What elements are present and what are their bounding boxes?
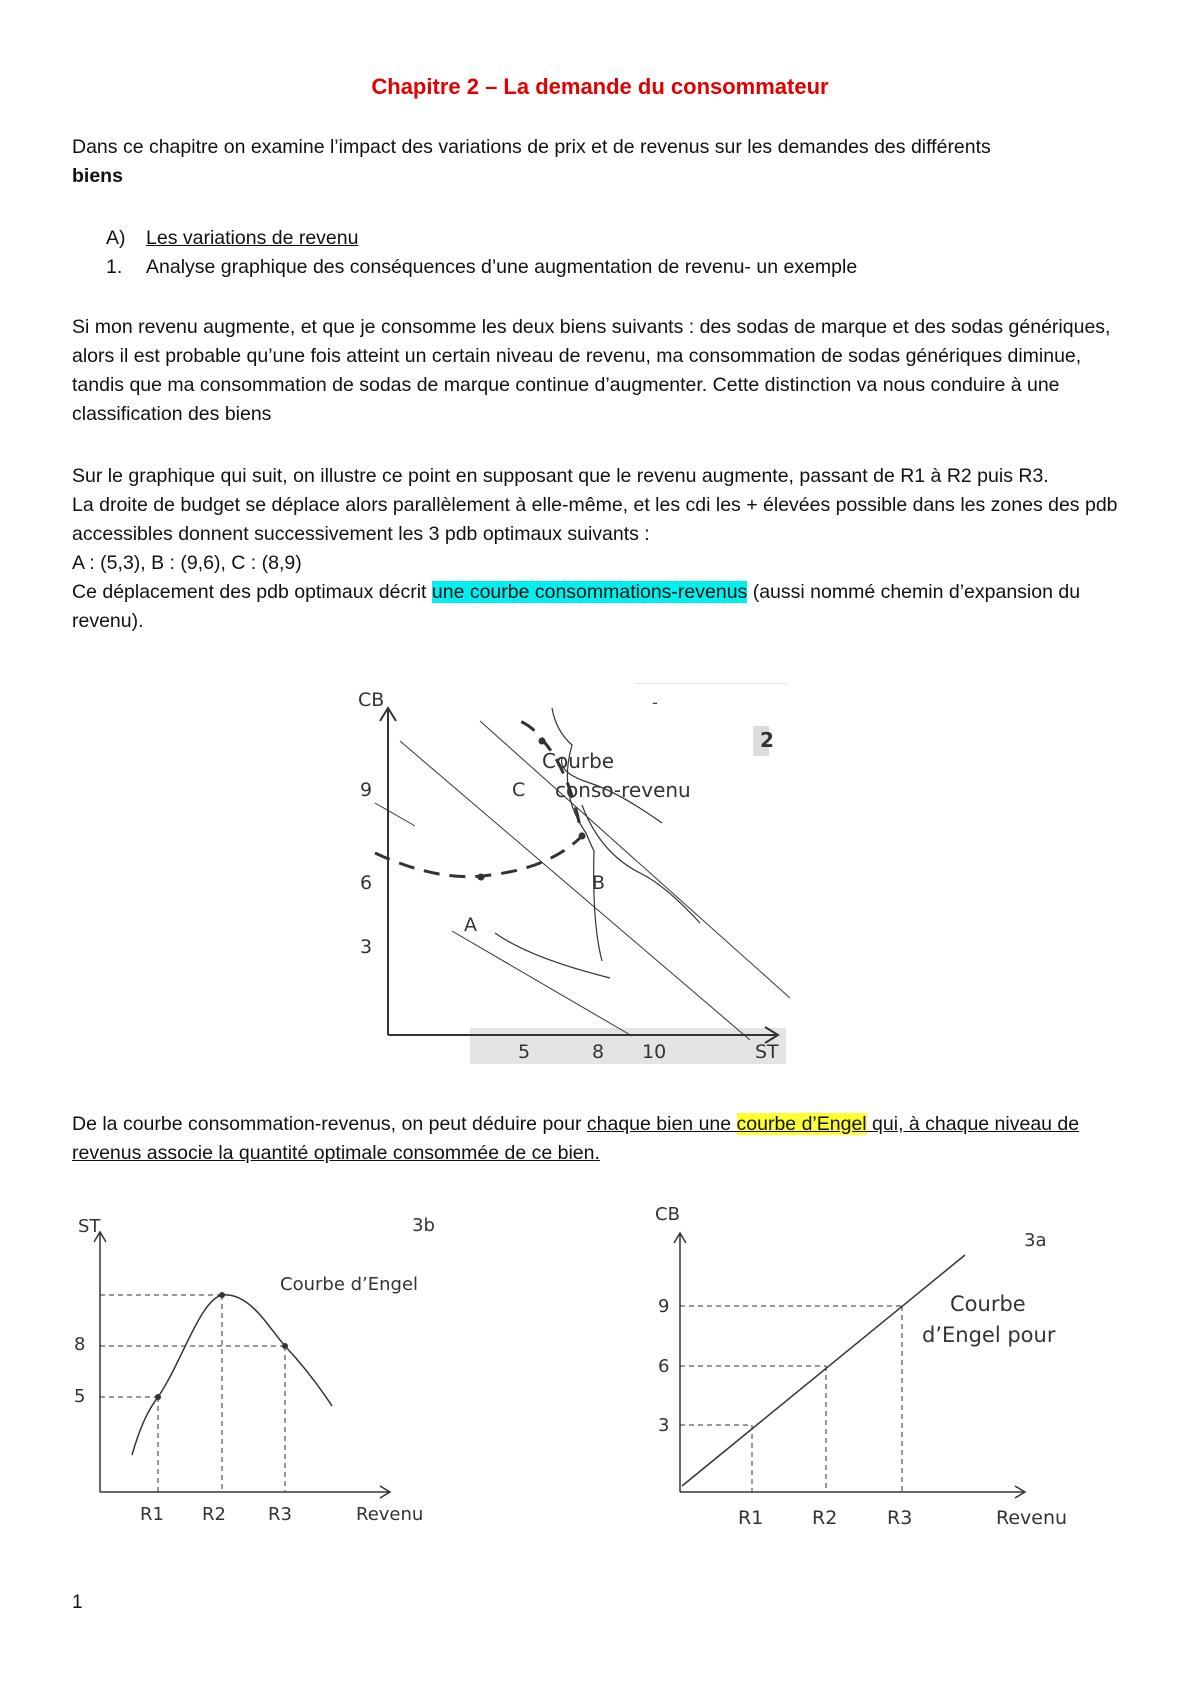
x-axis-label: Revenu [996, 1507, 1068, 1529]
para2-line1: Sur le graphique qui suit, on illustre ce point en supposant que le revenu augmente, passant de R1 à R2 puis R3. [72, 465, 1049, 487]
budget-line-r1 [452, 931, 632, 1036]
ytick-9: 9 [360, 779, 373, 801]
highlight-consumption-curve: une courbe consommations-revenus [431, 581, 748, 603]
point-label-c: C [512, 779, 526, 801]
xtick-r1: R1 [140, 1504, 164, 1525]
figure-income-consumption [340, 683, 790, 1068]
point-c [539, 738, 546, 745]
guide-lines [100, 1295, 285, 1492]
para3-pre: De la courbe consommation-revenus, on peut déduire pour [72, 1113, 587, 1135]
figure-label: 3b [412, 1215, 435, 1236]
y-axis-label: CB [655, 1204, 680, 1225]
figure-engel-curve-st [60, 1212, 460, 1530]
para2-line4-pre: Ce déplacement des pdb optimaux décrit [72, 581, 432, 603]
list-marker: A) [106, 227, 126, 249]
indifference-curve-c2 [552, 708, 602, 961]
point-label-a: A [464, 914, 477, 936]
x-axis-label: ST [755, 1041, 779, 1063]
annotation-line2: conso-revenu [555, 778, 691, 802]
para2-line2: La droite de budget se déplace alors parallèlement à elle-même, et les cdi les + élevées possible dans les zones des pdb accessibles donnent successivement les 3 pdb optimaux suivants : [72, 494, 1118, 545]
ytick-6: 6 [658, 1356, 670, 1377]
xtick-5: 5 [518, 1041, 531, 1063]
point-r2 [219, 1292, 225, 1298]
list-text: Les variations de revenu [146, 227, 359, 249]
point-a [478, 874, 485, 881]
budget-fragment [375, 803, 415, 826]
engel-curve-cb [682, 1255, 965, 1486]
point-r3 [282, 1343, 288, 1349]
xtick-r1: R1 [738, 1507, 764, 1529]
xtick-10: 10 [642, 1041, 667, 1063]
paragraph-1: Si mon revenu augmente, et que je consomme les deux biens suivants : des sodas de marque et des sodas génériques, alors il est probable qu’une fois atteint un certain niveau de revenu, ma consommation de sodas génériques diminue, tandis que ma consommation de sodas de marque continue d’augmenter. Cette distinction va nous conduire à une classification des biens [72, 316, 1111, 425]
ytick-9: 9 [658, 1296, 670, 1317]
para3-underlined-1: chaque bien une [586, 1113, 737, 1135]
xtick-r3: R3 [887, 1507, 913, 1529]
income-consumption-curve [375, 721, 582, 877]
point-label-b: B [592, 872, 606, 894]
ytick-3: 3 [360, 936, 373, 958]
paragraph-3 [72, 1110, 1130, 1168]
point-b [579, 833, 586, 840]
annotation: Courbe d’Engel [280, 1274, 419, 1295]
para2-line4-post: (aussi nommé chemin d’expansion du revenu). [72, 581, 1081, 632]
annotation-line1: Courbe [542, 749, 615, 773]
ytick-3: 3 [658, 1415, 670, 1436]
figure-label: 2 [760, 728, 774, 752]
budget-line-r3b [480, 721, 790, 998]
engel-curve-st [132, 1295, 332, 1455]
page-title: Chapitre 2 – La demande du consommateur [371, 74, 829, 99]
para2-line3: A : (5,3), B : (9,6), C : (8,9) [72, 552, 302, 574]
paragraph-2 [72, 462, 1122, 636]
intro-text: Dans ce chapitre on examine l’impact des variations de prix et de revenus sur les demandes des différents [72, 136, 991, 158]
ytick-6: 6 [360, 872, 373, 894]
xtick-r2: R2 [812, 1507, 838, 1529]
xtick-r2: R2 [202, 1504, 226, 1525]
ytick-8: 8 [74, 1334, 86, 1355]
y-axis-label: ST [78, 1216, 101, 1237]
list-item-a [106, 224, 358, 253]
y-axis-label: CB [358, 689, 385, 711]
intro-bold: biens [72, 165, 123, 187]
para3-underlined-2: qui, à chaque niveau de revenus associe la quantité optimale consommée de ce bien. [72, 1113, 1080, 1164]
annotation-line2: d’Engel pour [922, 1323, 1056, 1347]
x-axis-label: Revenu [356, 1504, 424, 1525]
xtick-8: 8 [592, 1041, 605, 1063]
list-marker: 1. [106, 256, 123, 278]
xtick-r3: R3 [268, 1504, 292, 1525]
page-number: 1 [72, 1592, 83, 1613]
ytick-5: 5 [74, 1386, 86, 1407]
list-text: Analyse graphique des conséquences d’une augmentation de revenu- un exemple [146, 256, 858, 278]
indifference-curve-b [582, 805, 700, 923]
list-item-1 [106, 253, 857, 282]
highlight-engel-curve: courbe d’Engel [736, 1113, 867, 1135]
point-r1 [155, 1394, 161, 1400]
top-mark: - [652, 693, 658, 712]
figure-label: 3a [1024, 1230, 1047, 1251]
figure-engel-curve-cb [640, 1198, 1080, 1533]
intro-paragraph [72, 133, 1132, 191]
indifference-curve-a [495, 933, 610, 978]
annotation-line1: Courbe [950, 1292, 1026, 1316]
